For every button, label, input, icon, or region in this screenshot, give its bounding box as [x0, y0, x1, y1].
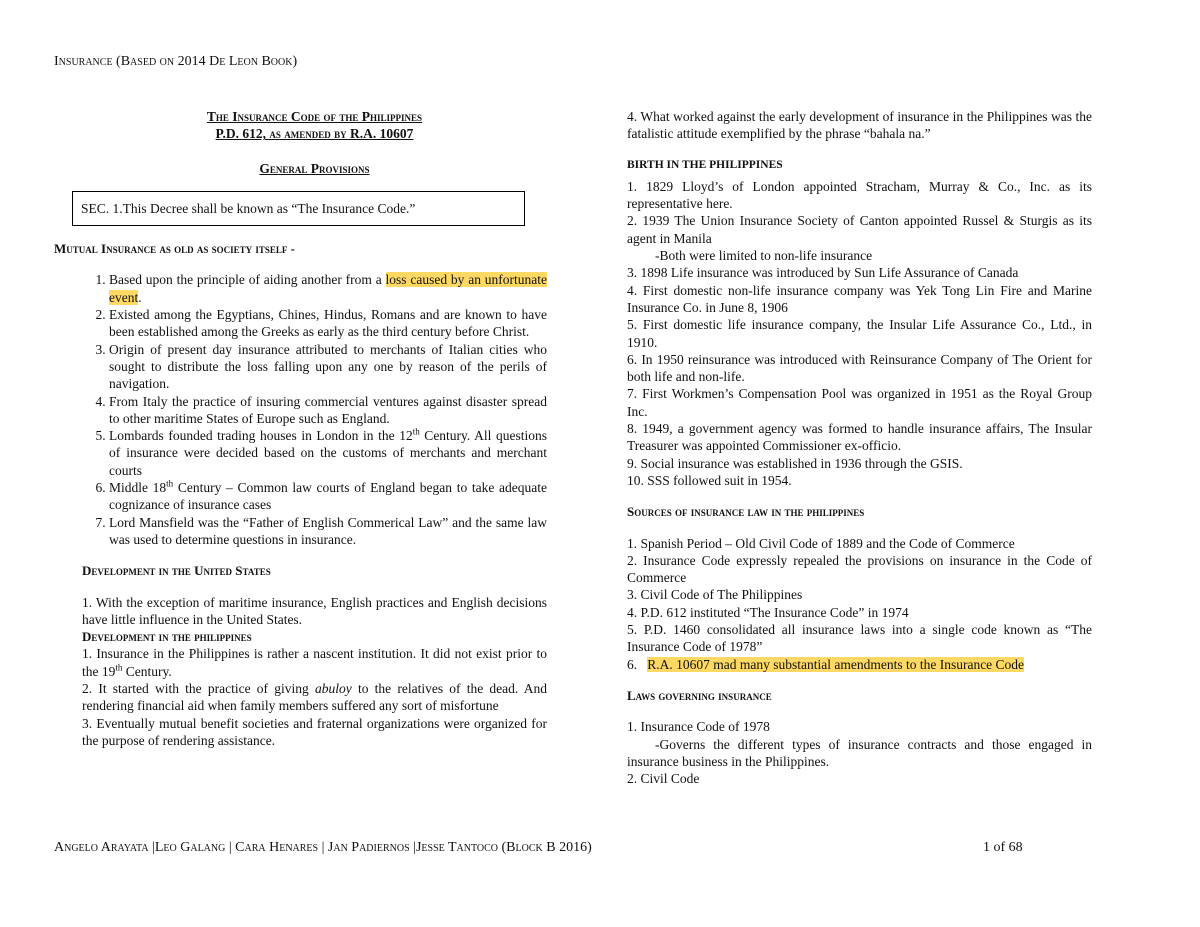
- list-item: 9. Social insurance was established in 1936 through the GSIS.: [627, 455, 963, 471]
- ph-item-2: 2. It started with the practice of giving abuloy to the relatives of the dead. And rendering financial aid when family members suffered any sort of misfortune: [82, 681, 548, 714]
- list-item: 6. R.A. 10607 mad many substantial amendments to the Insurance Code: [627, 656, 1025, 672]
- ph-item-3: 3. Eventually mutual benefit societies and fraternal organizations were organized for the purpose of rendering assistance.: [82, 715, 547, 748]
- list-item-description: -Governs the different types of insurance contracts and those engaged in insurance business in the Philippines.: [627, 736, 1092, 769]
- list-item: 5. First domestic life insurance company, the Insular Life Assurance Co., Ltd., in 1910.: [627, 317, 1092, 350]
- running-header: Insurance (Based on 2014 De Leon Book): [54, 54, 298, 69]
- list-item: 1. Insurance Code of 1978: [627, 719, 770, 735]
- document-subtitle: P.D. 612, as amended by R.A. 10607: [215, 126, 414, 142]
- list-item: 2. Existed among the Egyptians, Chines, Hindus, Romans and are known to have been established among the Greeks as early as the third century before Christ.: [109, 306, 547, 341]
- list-item: 5. P.D. 1460 consolidated all insurance laws into a single code known as “The Insurance Code of 1978”: [627, 622, 1092, 655]
- list-item: 4. First domestic non-life insurance company was Yek Tong Lin Fire and Marine Insurance Co. in June 8, 1906: [627, 282, 1092, 315]
- list-item: 5. Lombards founded trading houses in London in the 12th Century. All questions of insurance were decided based on the customs of merchants and merchant courts: [109, 427, 547, 479]
- birth-heading: BIRTH IN THE PHILIPPINES: [627, 158, 783, 171]
- list-item: 6. Middle 18th Century – Common law courts of England began to take adequate cognizance of insurance cases: [109, 479, 547, 514]
- us-development-text: 1. With the exception of maritime insurance, English practices and English decisions have little influence in the United States.: [82, 594, 547, 627]
- list-item: 1. Based upon the principle of aiding another from a loss caused by an unfortunate event.: [109, 271, 547, 306]
- laws-heading: Laws governing insurance: [627, 687, 772, 703]
- running-footer: Angelo Arayata |Leo Galang | Cara Henares | Jan Padiernos |Jesse Tantoco (Block B 2016): [54, 840, 592, 855]
- right-column: [627, 108, 1092, 787]
- sources-heading: Sources of insurance law in the philippines: [627, 504, 865, 520]
- highlighted-text: loss caused by an unfortunate event: [109, 272, 548, 305]
- list-item: 1. Spanish Period – Old Civil Code of 1889 and the Code of Commerce: [627, 535, 1015, 551]
- list-item: 4. From Italy the practice of insuring commercial ventures against disaster spread to other maritime States of Europe such as England.: [109, 393, 547, 428]
- list-item: 2. Civil Code: [627, 771, 700, 787]
- list-item: 4. P.D. 612 instituted “The Insurance Code” in 1974: [627, 604, 909, 620]
- mutual-insurance-heading: Mutual Insurance as old as society itself -: [54, 241, 295, 257]
- list-item: 3. Origin of present day insurance attributed to merchants of Italian cities who sought to distribute the loss falling upon any one by reason of the perils of navigation.: [109, 341, 547, 393]
- sources-list: [627, 535, 1092, 673]
- list-item: 1. 1829 Lloyd’s of London appointed Stracham, Murray & Co., Inc. as its representative here.: [627, 178, 1092, 212]
- list-item: -Both were limited to non-life insurance: [655, 248, 873, 264]
- list-item: 7. First Workmen’s Compensation Pool was organized in 1951 as the Royal Group Inc.: [627, 386, 1092, 419]
- ph-item-4: 4. What worked against the early development of insurance in the Philippines was the fatalistic attitude exemplified by the phrase “bahala na.”: [627, 109, 1092, 142]
- section-one-box: SEC. 1.This Decree shall be known as “The Insurance Code.”: [72, 191, 525, 226]
- document-title: The Insurance Code of the Philippines: [206, 109, 423, 124]
- left-column: [54, 108, 548, 749]
- list-item: 3. 1898 Life insurance was introduced by Sun Life Assurance of Canada: [627, 265, 1019, 281]
- birth-list: [627, 178, 1092, 489]
- list-item: 8. 1949, a government agency was formed to handle insurance affairs, The Insular Treasurer was appointed Commissioner ex-officio.: [627, 421, 1092, 454]
- mutual-insurance-list: [82, 271, 547, 548]
- list-item: 2. 1939 The Union Insurance Society of Canton appointed Russel & Sturgis as its agent in Manila: [627, 213, 1092, 246]
- highlighted-text: R.A. 10607 mad many substantial amendments to the Insurance Code: [647, 656, 1025, 672]
- general-provisions-heading: General Provisions: [259, 160, 370, 176]
- list-item: 6. In 1950 reinsurance was introduced with Reinsurance Company of The Orient for both life and non-life.: [627, 351, 1092, 385]
- ph-item-1: 1. Insurance in the Philippines is rather a nascent institution. It did not exist prior to the 19th Century.: [82, 646, 547, 679]
- list-item: 10. SSS followed suit in 1954.: [627, 472, 792, 488]
- list-item: 7. Lord Mansfield was the “Father of English Commerical Law” and the same law was used to determine questions in insurance.: [109, 514, 547, 549]
- page-number: 1 of 68: [983, 840, 1023, 855]
- ph-development-heading: Development in the philippines: [82, 629, 252, 645]
- us-development-heading: Development in the United States: [82, 563, 271, 579]
- list-item: 2. Insurance Code expressly repealed the provisions on insurance in the Code of Commerce: [627, 552, 1092, 586]
- list-item: 3. Civil Code of The Philippines: [627, 587, 803, 603]
